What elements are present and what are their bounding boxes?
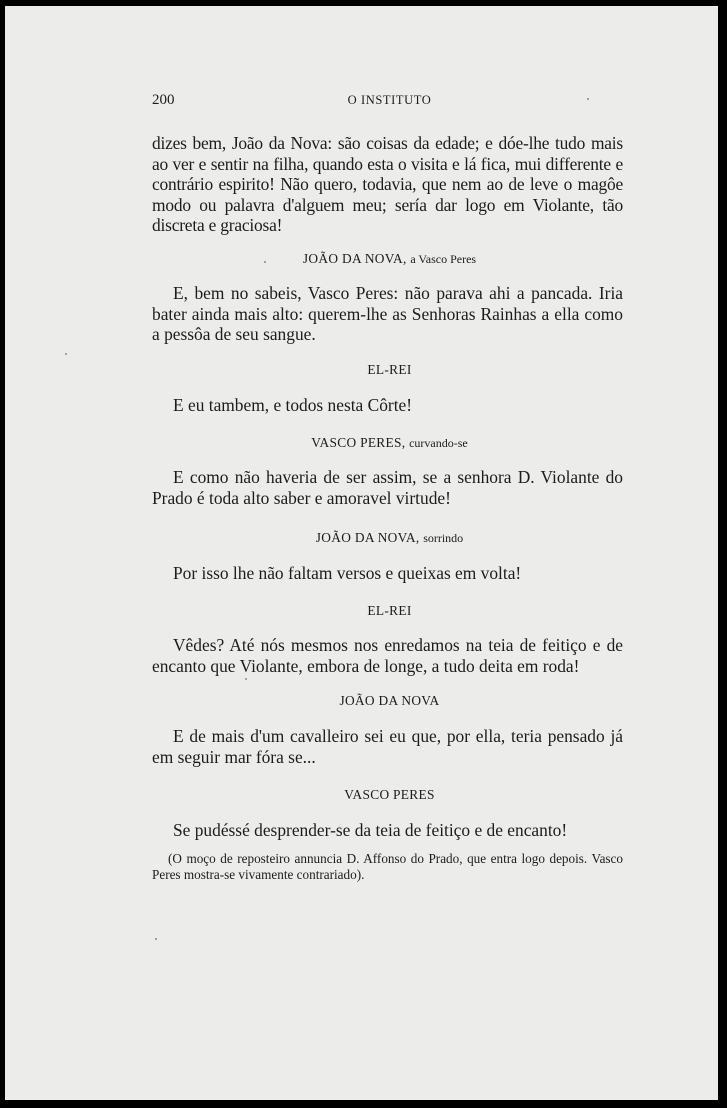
speaker-el-rei-2 bbox=[152, 603, 627, 619]
speaker-name: JOÃO DA NOVA bbox=[339, 693, 440, 708]
ink-speck bbox=[264, 261, 266, 263]
speaker-el-rei-1 bbox=[152, 362, 627, 378]
ink-speck bbox=[587, 98, 589, 100]
speaker-direction: curvando-se bbox=[409, 436, 468, 450]
speaker-joao-da-nova-1 bbox=[152, 251, 627, 267]
speaker-direction: a Vasco Peres bbox=[410, 252, 477, 266]
page-number: 200 bbox=[152, 92, 175, 108]
ink-speck bbox=[65, 353, 67, 355]
paragraph-por-isso: Por isso lhe não faltam versos e queixas em volta! bbox=[173, 563, 522, 583]
paragraph-vedes: Vêdes? Até nós mesmos nos enredamos na teia de feitiço e de encanto que Violante, embora de longe, a tudo deita em roda! bbox=[152, 635, 623, 676]
running-title: O INSTITUTO bbox=[347, 93, 432, 107]
ink-speck bbox=[155, 938, 157, 940]
paragraph-eu-tambem: E eu tambem, e todos nesta Côrte! bbox=[173, 395, 413, 415]
paragraph-e-de-mais: E de mais d'um cavalleiro sei eu que, por ella, teria pensado já em seguir mar fóra se... bbox=[152, 726, 623, 767]
speaker-joao-da-nova-2 bbox=[152, 530, 627, 546]
speaker-vasco-peres-1 bbox=[152, 435, 627, 451]
ink-speck bbox=[245, 678, 247, 680]
page-header bbox=[152, 92, 627, 112]
speaker-joao-da-nova-3 bbox=[152, 693, 627, 709]
speaker-name: JOÃO DA NOVA, bbox=[315, 530, 420, 545]
paragraph-bem-no-sabeis: E, bem no sabeis, Vasco Peres: não parava ahi a pancada. Iria bater ainda mais alto: querem-lhe as Senhoras Rainhas a ella como a pessôa de seu sangue. bbox=[152, 283, 623, 344]
paragraph-dizes-bem: dizes bem, João da Nova: são coisas da edade; e dóe-lhe tudo mais ao ver e sentir na filha, quando esta o visita e lá fica, mui differente e contrário espirito! Não quero, todavia, que nem ao de leve o magôe modo ou palavra d'alguem meu; sería dar logo em Violante, tão discreta e graciosa! bbox=[152, 133, 623, 235]
book-page bbox=[5, 6, 718, 1100]
paragraph-e-como-nao: E como não haveria de ser assim, se a senhora D. Violante do Prado é toda alto saber e amoravel virtude! bbox=[152, 467, 623, 508]
paragraph-se-pudesse: Se pudéssé desprender-se da teia de feitiço e de encanto! bbox=[173, 820, 568, 840]
speaker-name: VASCO PERES, bbox=[311, 435, 406, 450]
speaker-vasco-peres-2 bbox=[152, 787, 627, 803]
speaker-name: EL-REI bbox=[367, 362, 412, 377]
stage-direction: (O moço de reposteiro annuncia D. Affonso do Prado, que entra logo depois. Vasco Peres mostra-se vivamente contrariado). bbox=[152, 851, 623, 882]
speaker-name: EL-REI bbox=[367, 603, 412, 618]
speaker-direction: sorrindo bbox=[423, 531, 464, 545]
speaker-name: JOÃO DA NOVA, bbox=[302, 251, 407, 266]
speaker-name: VASCO PERES bbox=[344, 787, 435, 802]
